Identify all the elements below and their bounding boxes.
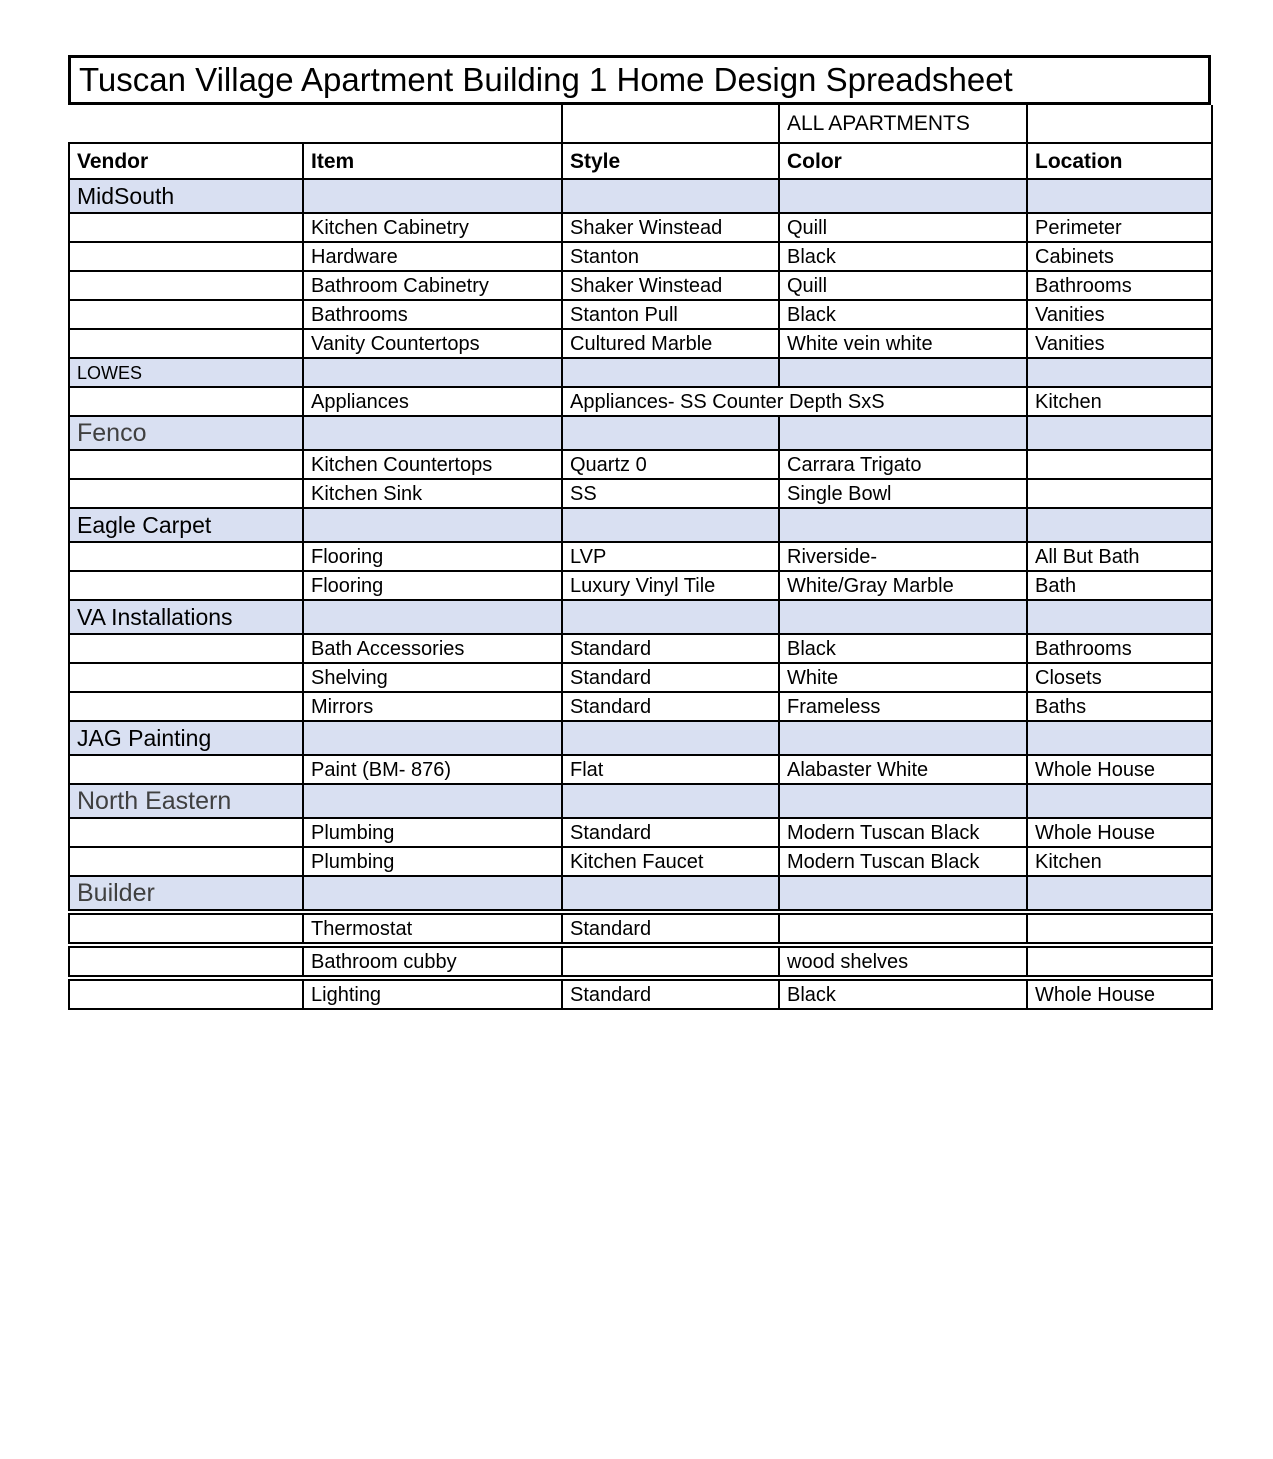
vendor-empty-cell [69,847,303,876]
location-cell: Whole House [1027,755,1212,784]
vendor-row-empty-cell [562,784,779,818]
color-cell: Alabaster White [779,755,1027,784]
item-row [69,663,1212,692]
location-cell: Baths [1027,692,1212,721]
vendor-row [69,876,1212,910]
item-cell: Hardware [303,242,562,271]
location-cell: Vanities [1027,300,1212,329]
style-cell: Quartz 0 [562,450,779,479]
location-cell: Kitchen [1027,847,1212,876]
style-cell [562,947,779,976]
vendor-row-empty-cell [1027,721,1212,755]
vendor-empty-cell [69,271,303,300]
vendor-empty-cell [69,450,303,479]
location-cell: Bathrooms [1027,634,1212,663]
item-row [69,818,1212,847]
color-cell: White [779,663,1027,692]
item-row [69,271,1212,300]
item-row [69,242,1212,271]
all-apartments-banner: ALL APARTMENTS [779,105,1027,143]
item-row [69,571,1212,600]
vendor-row [69,358,1212,387]
style-cell: Stanton Pull [562,300,779,329]
vendor-row-empty-cell [1027,600,1212,634]
location-cell [1027,947,1212,976]
color-cell: Black [779,300,1027,329]
style-cell: SS [562,479,779,508]
vendor-row-empty-cell [303,876,562,910]
style-color-merged-cell: Appliances- SS Counter Depth SxS [562,387,1027,416]
style-cell: Kitchen Faucet [562,847,779,876]
vendor-empty-cell [69,755,303,784]
item-cell: Vanity Countertops [303,329,562,358]
style-cell: Stanton [562,242,779,271]
vendor-empty-cell [69,242,303,271]
location-cell [1027,479,1212,508]
style-cell: Cultured Marble [562,329,779,358]
vendor-row-empty-cell [562,179,779,213]
item-cell: Kitchen Cabinetry [303,213,562,242]
vendor-row-empty-cell [303,508,562,542]
item-row [69,329,1212,358]
location-cell: All But Bath [1027,542,1212,571]
vendor-row-empty-cell [1027,179,1212,213]
color-cell: Carrara Trigato [779,450,1027,479]
vendor-row-empty-cell [1027,784,1212,818]
location-cell: Cabinets [1027,242,1212,271]
vendor-row [69,784,1212,818]
color-cell: White/Gray Marble [779,571,1027,600]
style-cell: Luxury Vinyl Tile [562,571,779,600]
item-row [69,980,1212,1009]
vendor-empty-cell [69,914,303,943]
vendor-row-empty-cell [1027,876,1212,910]
color-cell: Black [779,634,1027,663]
column-header-location: Location [1027,143,1212,179]
vendor-row-empty-cell [779,721,1027,755]
color-cell: Frameless [779,692,1027,721]
color-cell: Black [779,980,1027,1009]
design-table [68,105,1213,1010]
item-row [69,755,1212,784]
color-cell: wood shelves [779,947,1027,976]
vendor-row-empty-cell [562,358,779,387]
item-cell: Mirrors [303,692,562,721]
location-cell: Closets [1027,663,1212,692]
item-row [69,542,1212,571]
vendor-empty-cell [69,634,303,663]
color-cell: Black [779,242,1027,271]
item-cell: Bathroom Cabinetry [303,271,562,300]
item-cell: Paint (BM- 876) [303,755,562,784]
item-row [69,450,1212,479]
vendor-empty-cell [69,479,303,508]
color-cell: White vein white [779,329,1027,358]
style-cell: Standard [562,980,779,1009]
vendor-name-cell: MidSouth [69,179,303,213]
vendor-row-empty-cell [1027,508,1212,542]
vendor-empty-cell [69,980,303,1009]
pre-header-row [69,105,1212,143]
vendor-row-empty-cell [779,600,1027,634]
color-cell: Riverside- [779,542,1027,571]
style-cell: Standard [562,663,779,692]
style-cell: Standard [562,692,779,721]
item-row [69,914,1212,943]
vendor-row [69,600,1212,634]
vendor-row-empty-cell [779,179,1027,213]
location-cell: Kitchen [1027,387,1212,416]
item-cell: Bathroom cubby [303,947,562,976]
vendor-row-empty-cell [562,600,779,634]
location-cell: Vanities [1027,329,1212,358]
vendor-name-cell: North Eastern [69,784,303,818]
column-header-row [69,143,1212,179]
item-row [69,387,1212,416]
vendor-row [69,179,1212,213]
vendor-name-cell: JAG Painting [69,721,303,755]
vendor-row-empty-cell [303,600,562,634]
vendor-row-empty-cell [779,416,1027,450]
item-row [69,847,1212,876]
column-header-vendor: Vendor [69,143,303,179]
vendor-empty-cell [69,692,303,721]
vendor-row [69,721,1212,755]
location-cell [1027,450,1212,479]
vendor-name-cell: LOWES [69,358,303,387]
style-cell: Standard [562,634,779,663]
color-cell [779,914,1027,943]
vendor-row-empty-cell [303,721,562,755]
item-row [69,479,1212,508]
vendor-empty-cell [69,329,303,358]
vendor-row-empty-cell [779,784,1027,818]
vendor-row-empty-cell [1027,416,1212,450]
vendor-row-empty-cell [562,508,779,542]
vendor-empty-cell [69,663,303,692]
color-cell: Quill [779,213,1027,242]
location-cell [1027,914,1212,943]
vendor-row-empty-cell [779,508,1027,542]
item-cell: Kitchen Sink [303,479,562,508]
location-cell: Bath [1027,571,1212,600]
item-cell: Flooring [303,542,562,571]
color-cell: Single Bowl [779,479,1027,508]
style-cell: Flat [562,755,779,784]
style-cell: Standard [562,914,779,943]
column-header-item: Item [303,143,562,179]
page-title: Tuscan Village Apartment Building 1 Home Design Spreadsheet [68,55,1211,105]
vendor-name-cell: Fenco [69,416,303,450]
vendor-empty-cell [69,947,303,976]
item-row [69,947,1212,976]
vendor-row-empty-cell [303,179,562,213]
vendor-row-empty-cell [562,416,779,450]
vendor-row-empty-cell [779,358,1027,387]
vendor-row-empty-cell [1027,358,1212,387]
item-cell: Kitchen Countertops [303,450,562,479]
item-cell: Bath Accessories [303,634,562,663]
item-cell: Plumbing [303,818,562,847]
location-cell: Perimeter [1027,213,1212,242]
item-cell: Bathrooms [303,300,562,329]
style-cell: Standard [562,818,779,847]
vendor-name-cell: Builder [69,876,303,910]
vendor-row-empty-cell [562,876,779,910]
item-row [69,692,1212,721]
vendor-row [69,508,1212,542]
item-row [69,634,1212,663]
vendor-empty-cell [69,818,303,847]
vendor-row-empty-cell [779,876,1027,910]
vendor-name-cell: Eagle Carpet [69,508,303,542]
item-cell: Shelving [303,663,562,692]
location-cell: Whole House [1027,818,1212,847]
column-header-style: Style [562,143,779,179]
pre-header-style-cell [562,105,779,143]
item-cell: Flooring [303,571,562,600]
style-cell: Shaker Winstead [562,213,779,242]
item-cell: Lighting [303,980,562,1009]
color-cell: Quill [779,271,1027,300]
item-row [69,213,1212,242]
vendor-row-empty-cell [303,784,562,818]
item-cell: Plumbing [303,847,562,876]
location-cell: Whole House [1027,980,1212,1009]
pre-header-location-cell [1027,105,1212,143]
pre-header-spacer [69,105,562,143]
item-cell: Thermostat [303,914,562,943]
vendor-empty-cell [69,571,303,600]
vendor-empty-cell [69,387,303,416]
item-row [69,300,1212,329]
vendor-empty-cell [69,300,303,329]
style-cell: LVP [562,542,779,571]
style-cell: Shaker Winstead [562,271,779,300]
color-cell: Modern Tuscan Black [779,847,1027,876]
vendor-row-empty-cell [303,358,562,387]
vendor-row-empty-cell [562,721,779,755]
vendor-row [69,416,1212,450]
vendor-row-empty-cell [303,416,562,450]
item-cell: Appliances [303,387,562,416]
color-cell: Modern Tuscan Black [779,818,1027,847]
vendor-empty-cell [69,542,303,571]
column-header-color: Color [779,143,1027,179]
location-cell: Bathrooms [1027,271,1212,300]
vendor-empty-cell [69,213,303,242]
vendor-name-cell: VA Installations [69,600,303,634]
